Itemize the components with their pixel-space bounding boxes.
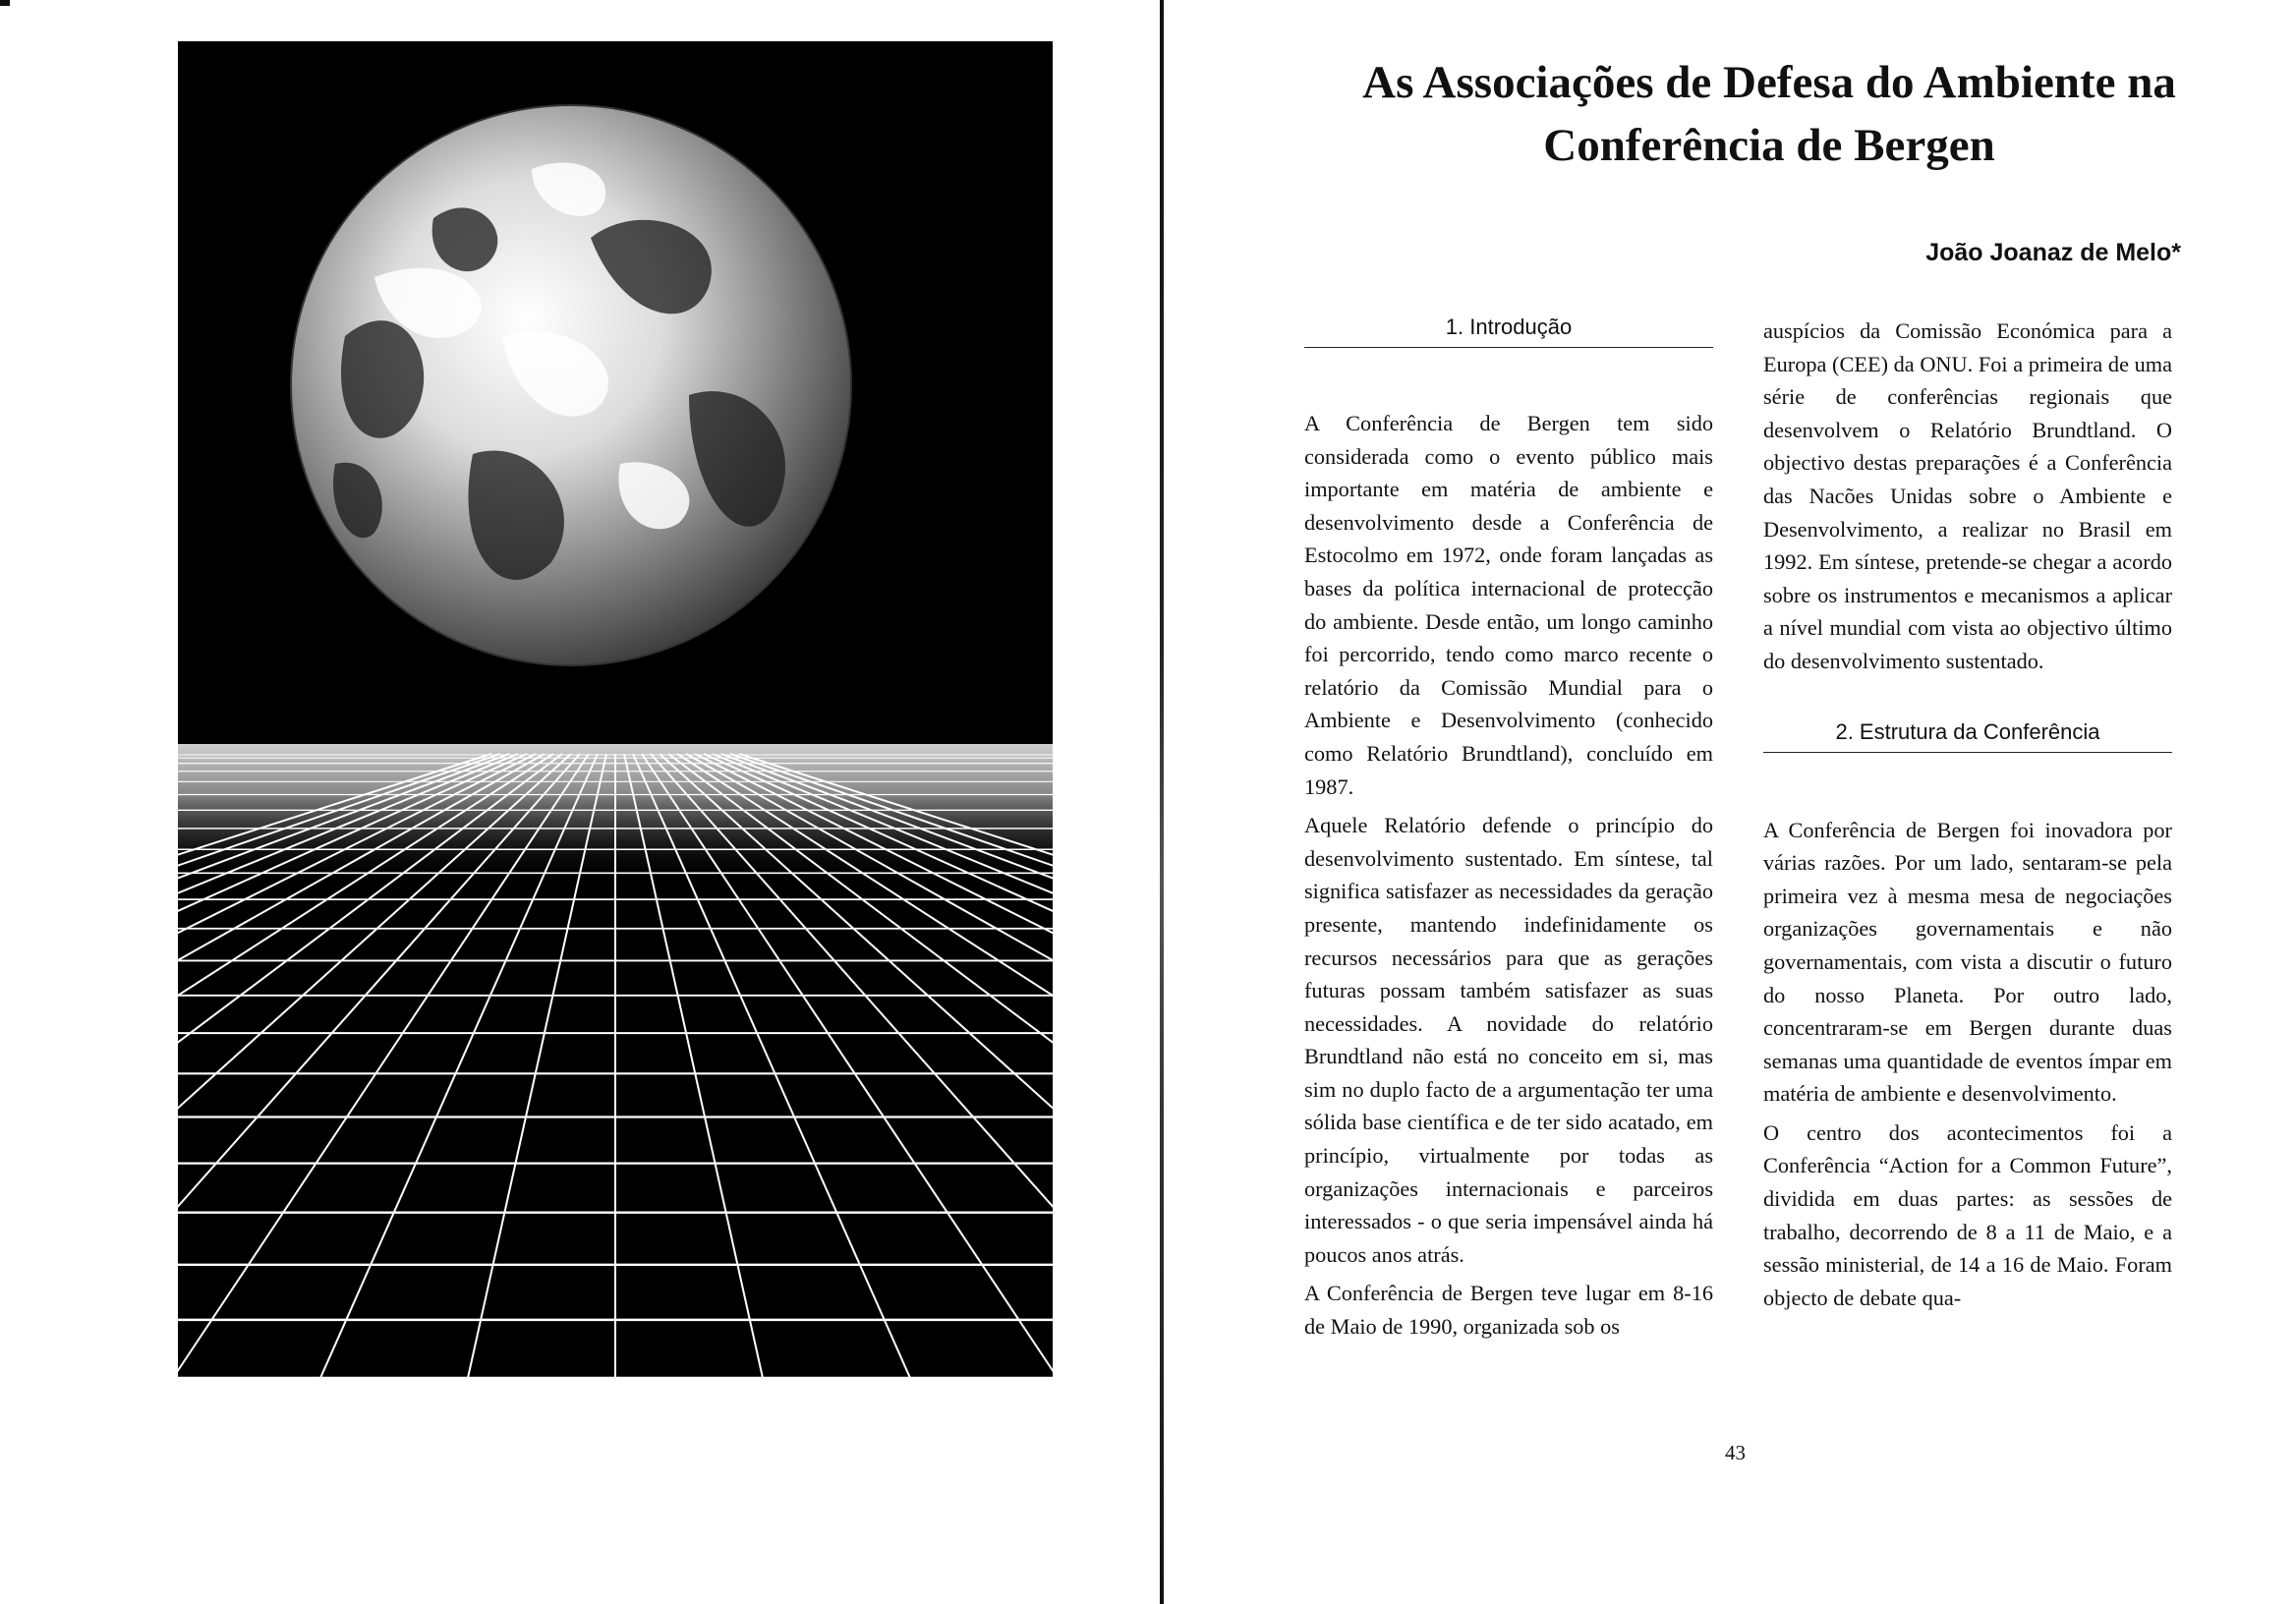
paragraph: auspícios da Comissão Económica para a Europa (CEE) da ONU. Foi a primeira de uma série de conferências regionais que desenvolvem o Relatório Brundtland. O objectivo destas preparações é a Conferência das Nacões Unidas sobre o Ambiente e Desenvolvimento, a realizar no Brasil em 1992. Em síntese, pretende-se chegar a acordo sobre os instrumentos e mecanismos a aplicar a nível mundial com vista ao objectivo último do desenvolvimento sustentado. [1763, 318, 2172, 673]
page-corner-mark [0, 0, 10, 6]
article-title-line-1: As Associações de Defesa do Ambiente na [1362, 57, 2176, 108]
section-heading-text: 1. Introdução [1445, 315, 1573, 339]
paragraph: Aquele Relatório defende o princípio do desenvolvimento sustentado. Em síntese, tal significa satisfazer as necessidades da geração presente, mantendo indefinidamente os recursos necessários para que as gerações futuras possam também satisfazer as suas necessidades. A novidade do relatório Brundtland não está no conceito em si, mas sim no duplo facto de a argumentação ter uma sólida base científica e de ter sido acatado, em princípio, virtualmente por todas as organizações internacionais e parceiros interessados - o que seria impensável ainda há poucos anos atrás. [1304, 813, 1713, 1267]
text-column-right [1763, 315, 2172, 1320]
section-heading-introduction [1304, 315, 1713, 350]
paragraph: O centro dos acontecimentos foi a Conferência “Action for a Common Future”, dividida em duas partes: as sessões de trabalho, decorrendo de 8 a 11 de Maio, e a sessão ministerial, de 14 a 16 de Maio. Foram objecto de debate qua- [1763, 1119, 2172, 1310]
book-gutter [1160, 0, 1164, 1604]
earth-globe [291, 105, 851, 665]
paragraph: A Conferência de Bergen foi inovadora por várias razões. Por um lado, sentaram-se pela primeira vez à mesma mesa de negociações organizações governamentais e não governamentais, com vista a discutir o futuro do nosso Planeta. Por outro lado, concentraram-se em Bergen durante duas semanas uma quantidade de eventos ímpar em matéria de ambiente e desenvolvimento. [1763, 817, 2172, 1107]
paragraph: A Conferência de Bergen tem sido considerada como o evento público mais importante em matéria de ambiente e desenvolvimento desde a Conferência de Estocolmo em 1972, onde foram lançadas as bases da política internacional de protecção do ambiente. Desde então, um longo caminho foi percorrido, tendo como marco recente o relatório da Comissão Mundial para o Ambiente e Desenvolvimento (conhecido como Relatório Brundtland), concluído em 1987. [1304, 411, 1713, 799]
earth-grid-illustration [178, 41, 1053, 1378]
author-name: João Joanaz de Melo* [1925, 239, 2181, 266]
article-title-line-2: Conferência de Bergen [1543, 120, 1995, 171]
section-heading-text: 2. Estrutura da Conferência [1835, 718, 2100, 744]
section-heading-structure [1763, 719, 2172, 755]
paragraph: A Conferência de Bergen teve lugar em 8-16 de Maio de 1990, organizada sob os [1304, 1281, 1713, 1340]
article-title [1278, 51, 2261, 177]
text-column-left [1304, 315, 1713, 1349]
page-number: 43 [1725, 1441, 1746, 1464]
